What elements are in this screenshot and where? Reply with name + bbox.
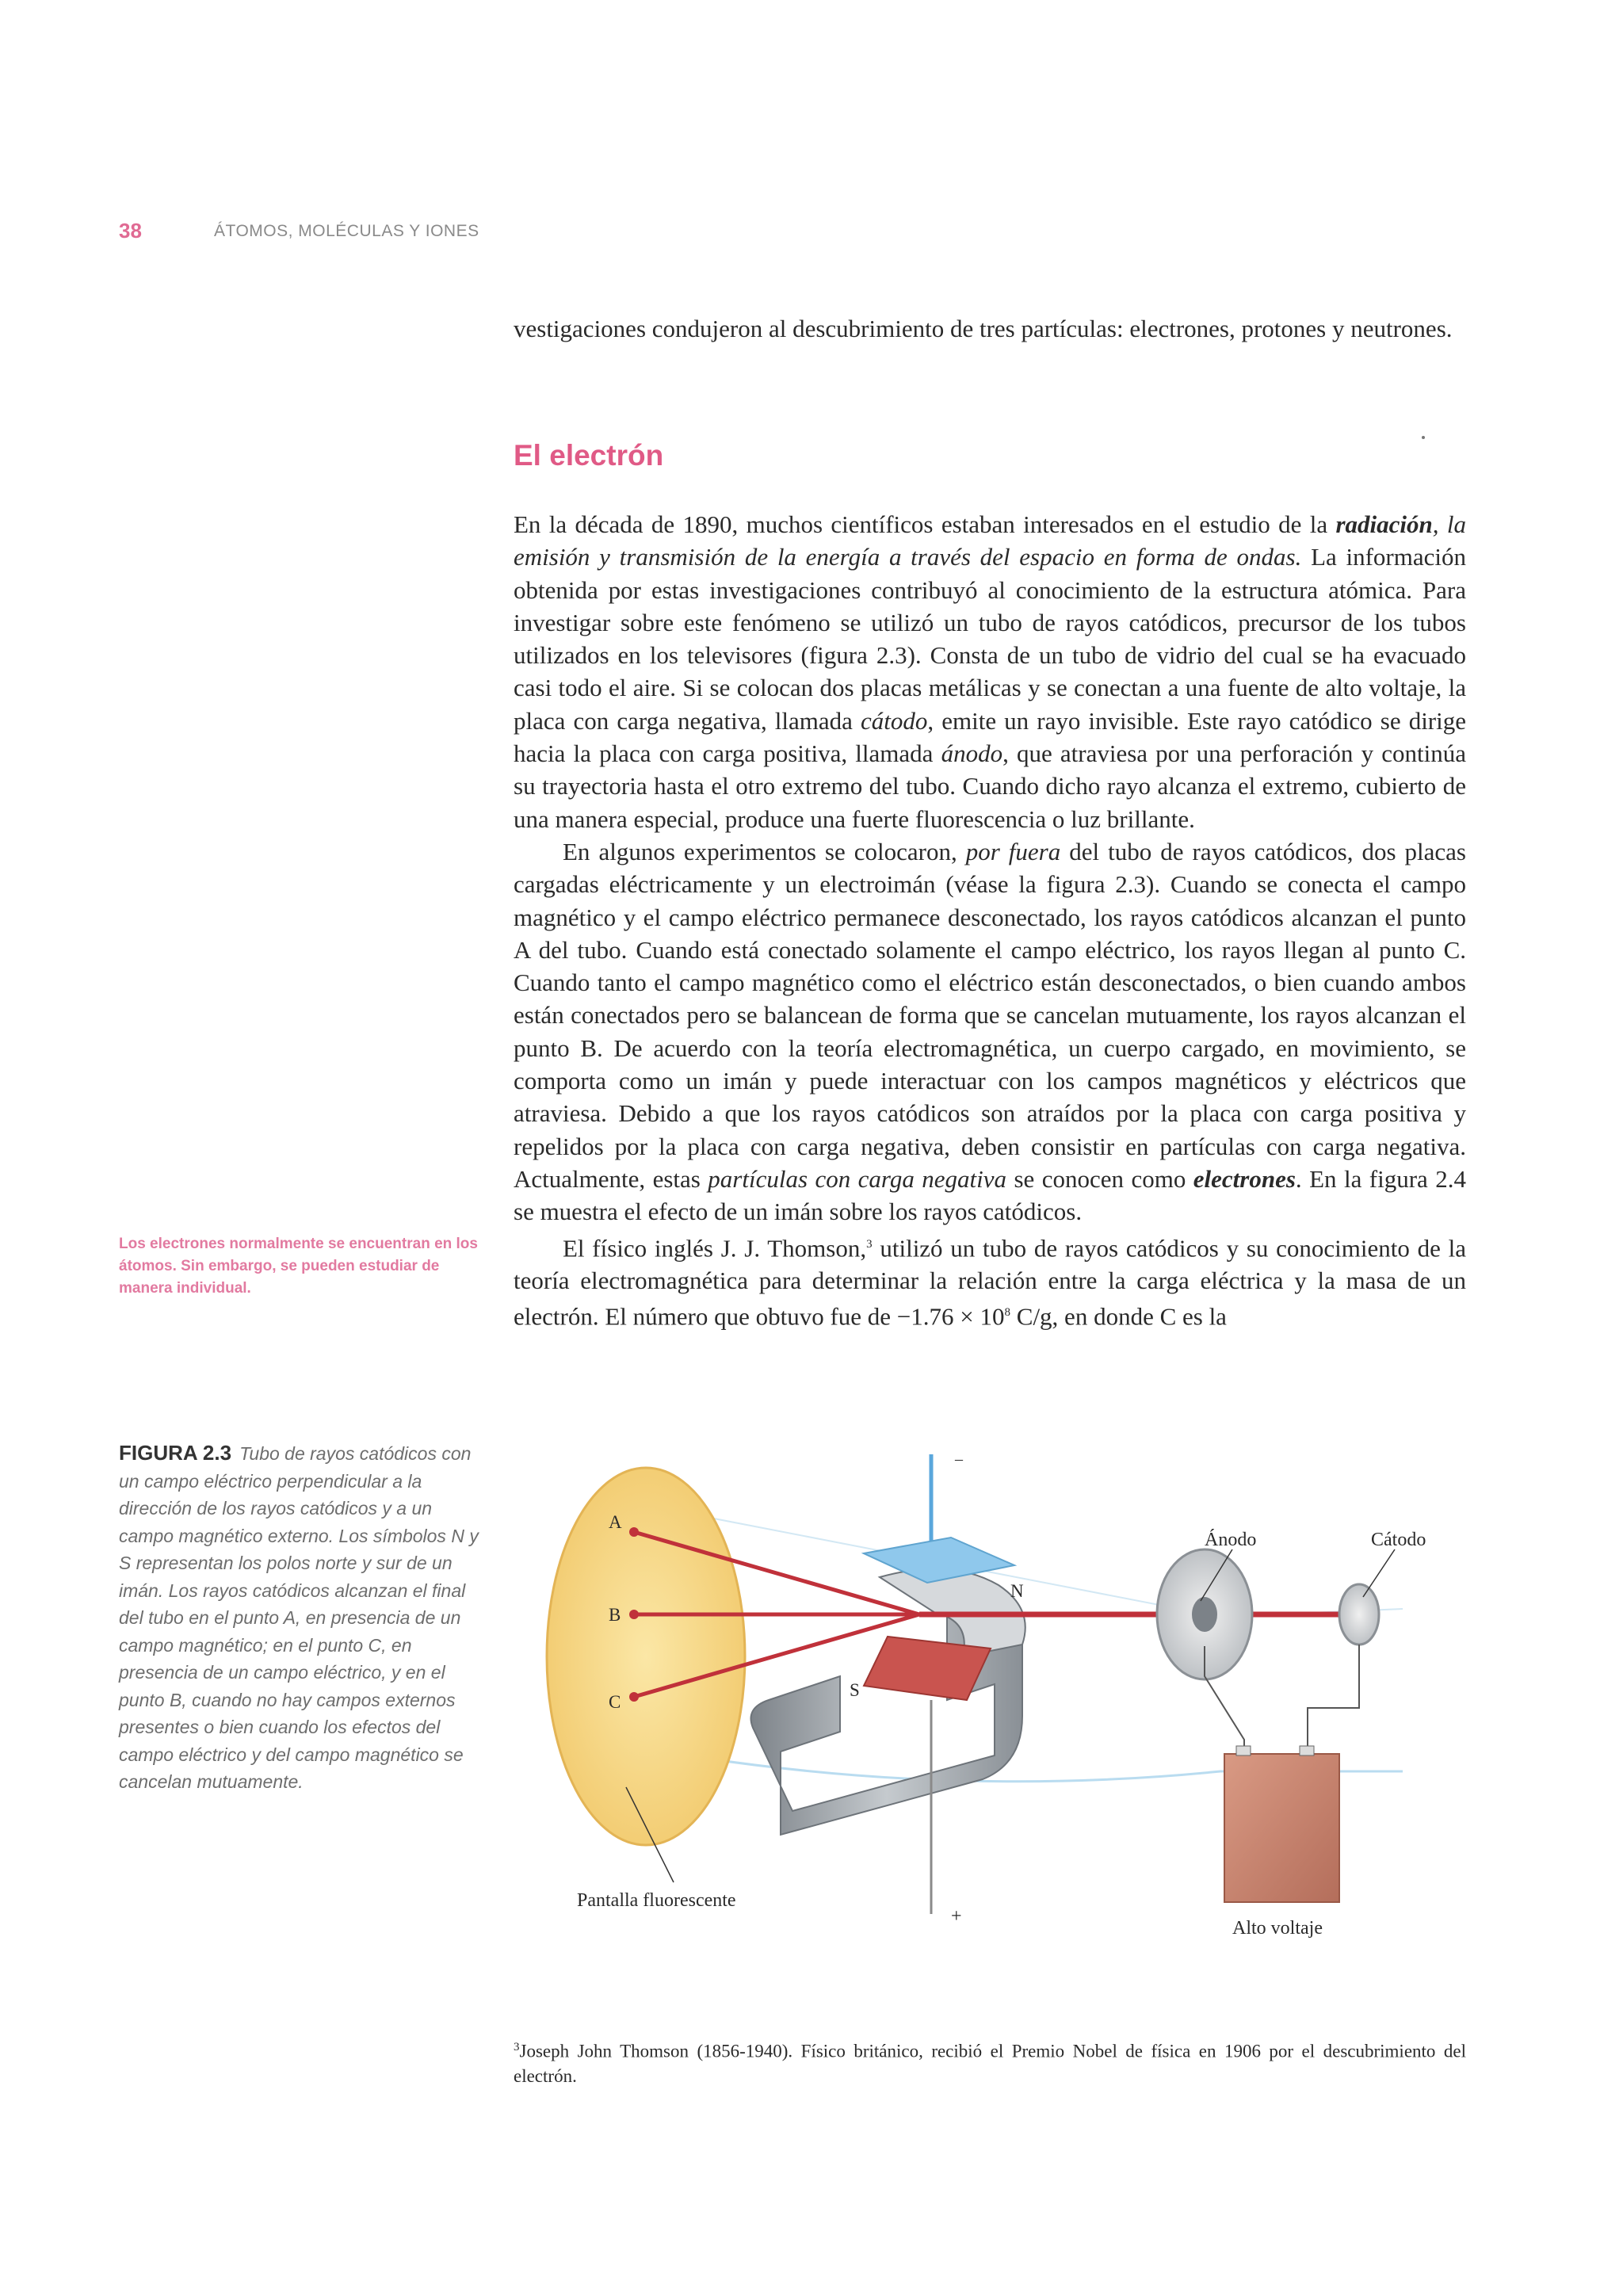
paragraph-2	[514, 835, 1466, 1228]
p2-text-b: del tubo de rayos catódicos, dos placas cargadas eléctricamente y un electroimán (véase la figura 2.3). Cuando se conecta el campo magnético y el campo eléctrico permanece desconectado, los rayos catódicos alcanzan el punto A del tubo. Cuando está conectado solamente el campo eléctrico, los rayos llegan al punto C. Cuando tanto el campo magnético como el eléctrico están desconectados, o bien cuando ambos están conectados pero se balancean de forma que se cancelan mutuamente, los rayos alcanzan el punto B. De acuerdo con la teoría electromagnética, un cuerpo cargado, en movimiento, se comporta como un imán y puede interactuar con los campos magnéticos y eléctricos que atraviesa. Debido a que los rayos catódicos son atraídos por la placa con carga positiva y repelidos por la placa con carga negativa, deben consistir en partículas con carga negativa. Actualmente, estas	[514, 837, 1466, 1193]
p2-text-c: se conocen como	[1006, 1164, 1193, 1193]
figure-cathode-ray-tube	[507, 1438, 1490, 1962]
main-text	[514, 508, 1466, 1333]
label-minus: –	[955, 1450, 963, 1468]
figure-caption	[119, 1439, 483, 1796]
p2-italic-particulas: partículas con carga negativa	[708, 1164, 1007, 1193]
p3-text-a: El físico inglés J. J. Thomson,	[563, 1233, 867, 1262]
p3-text-b: utilizó un tubo de rayos catódicos y su conocimiento de la teoría electromagnética para determinar la relación entre la carga eléctrica y la masa de un electrón. El número que obtuvo fue de −1.76 × 10	[514, 1233, 1466, 1331]
intro-paragraph	[514, 312, 1466, 345]
cathode-wire	[1308, 1645, 1359, 1752]
point-A	[629, 1527, 639, 1537]
label-pantalla: Pantalla fluorescente	[577, 1890, 736, 1911]
margin-note: Los electrones normalmente se encuentran en los átomos. Sin embargo, se pueden estudiar de manera individual.	[119, 1236, 478, 1297]
radiacion-definition: , la emisión y transmisión de la energía a través del espacio en forma de ondas.	[514, 510, 1466, 571]
label-B: B	[609, 1605, 621, 1625]
figure-label: FIGURA 2.3	[119, 1441, 232, 1465]
p1-text-4: , que atraviesa por una perforación y continúa su trayectoria hasta el otro extremo del tubo. Cuando dicho rayo alcanza el extremo, cubierto de una manera especial, produce una fuerte fluorescencia o luz brillante.	[514, 739, 1466, 833]
label-voltaje: Alto voltaje	[1232, 1918, 1323, 1939]
exponent: 8	[1004, 1306, 1011, 1320]
label-anodo: Ánodo	[1205, 1530, 1257, 1550]
intro-text: vestigaciones condujeron al descubrimiento de tres partículas: electrones, protones y neutrones.	[514, 315, 1453, 342]
running-title: ÁTOMOS, MOLÉCULAS Y IONES	[214, 222, 479, 240]
p2-text-d: . En la figura 2.4 se muestra el efecto de un imán sobre los rayos catódicos.	[514, 1164, 1467, 1226]
cathode-disc	[1339, 1584, 1379, 1645]
p1-text-2: La información obtenida por estas investigaciones contribuyó al conocimiento de la estructura atómica. Para investigar sobre este fenómeno se utilizó un tubo de rayos catódicos, precursor de los tubos utilizados en los televisores (figura 2.3). Consta de un tubo de vidrio del cual se ha evacuado casi todo el aire. Si se colocan dos placas metálicas y se conectan a una fuente de alto voltaje, la placa con carga negativa, llamada	[514, 543, 1466, 735]
point-C	[629, 1692, 639, 1702]
p3-text-c: C/g, en donde C es la	[1010, 1302, 1227, 1331]
footnote	[514, 2035, 1466, 2088]
terminal-negative	[1236, 1746, 1251, 1755]
footnote-text: Joseph John Thomson (1856-1940). Físico británico, recibió el Premio Nobel de física en 1906 por el descubrimiento del electrón.	[514, 2041, 1466, 2086]
stray-dot	[1422, 436, 1425, 439]
fluorescent-screen	[547, 1468, 745, 1845]
term-radiacion: radiación	[1335, 510, 1433, 538]
paragraph-3	[514, 1228, 1466, 1334]
high-voltage-box	[1224, 1754, 1339, 1902]
term-catodo: cátodo	[861, 706, 928, 735]
label-plus: +	[951, 1906, 962, 1927]
footnote-number: 3	[514, 2041, 520, 2053]
p2-italic-por-fuera: por fuera	[965, 837, 1061, 865]
term-electrones: electrones	[1193, 1164, 1296, 1193]
glass-tube-top	[689, 1514, 1403, 1617]
label-C: C	[609, 1692, 621, 1712]
anode-hole	[1192, 1597, 1217, 1632]
section-title: El electrón	[514, 439, 664, 472]
page-number: 38	[119, 219, 142, 243]
p1-text: En la década de 1890, muchos científicos estaban interesados en el estudio de la	[514, 510, 1336, 538]
label-A: A	[609, 1512, 622, 1532]
footnote-ref: 3	[866, 1237, 873, 1251]
point-B	[629, 1610, 639, 1619]
p1-text-3: , emite un rayo invisible. Este rayo catódico se dirige hacia la placa con carga positiva, llamada	[514, 706, 1466, 768]
caption-text: Tubo de rayos catódicos con un campo eléctrico perpendicular a la dirección de los rayos catódicos y a un campo magnético externo. Los símbolos N y S representan los polos norte y sur de un imán. Los rayos catódicos alcanzan el final del tubo en el punto A, en presencia de un campo magnético; en el punto C, en presencia de un campo eléctrico, y en el punto B, cuando no hay campos externos presentes o bien cuando los efectos del campo eléctrico y del campo magnético se cancelan mutuamente.	[119, 1443, 479, 1792]
term-anodo: ánodo	[941, 739, 1003, 768]
paragraph-1	[514, 508, 1466, 835]
p2-text-a: En algunos experimentos se colocaron,	[563, 837, 966, 865]
label-N: N	[1010, 1581, 1024, 1601]
terminal-positive	[1300, 1746, 1314, 1755]
label-S: S	[850, 1680, 860, 1700]
catodo-leader	[1363, 1549, 1395, 1597]
label-catodo: Cátodo	[1371, 1530, 1426, 1550]
bottom-plate	[864, 1637, 991, 1700]
